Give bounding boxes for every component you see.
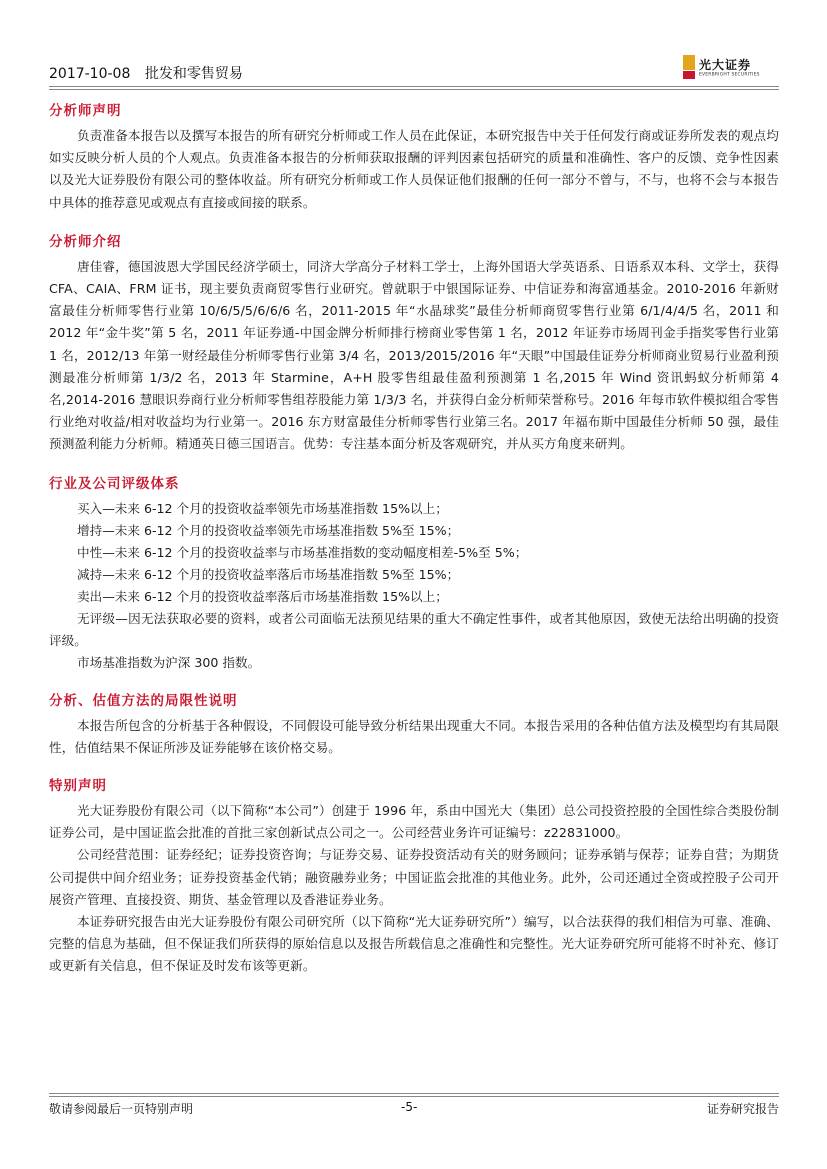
paragraph: 唐佳睿，德国波恩大学国民经济学硕士，同济大学高分子材料工学士，上海外国语大学英语系、日语系双本科、文学士，获得 CFA、CAIA、FRM 证书，现主要负责商贸零售行业研究。曾就职于中银国际证券、中信证券和海富通基金。2010-2016 年新财富最佳分析师零售行业第 10/6/5/5/6/6/6 名，2011-2015 年“水晶球奖”最佳分析师商贸零售行业第 6/1/4/4/5 名，2011 和 2012 年“金牛奖”第 5 名，2011 年证券通-中国金牌分析师排行榜商业零售第 1 名，2012 年证券市场周刊金手指奖零售行业第 1 名，2012/13 年第一财经最佳分析师零售行业第 3/4 名，2013/2015/2016 年“天眼”中国最佳证券分析师商业贸易行业盈利预测最准分析师第 1/3/2 名，2013 年 Starmine，A+H 股零售组最佳盈利预测第 1 名,2015 年 Wind 资讯蚂蚁分析师第 4 名,2014-2016 慧眼识券商行业分析师零售组荐股能力第 1/3/3 名，并获得白金分析师荣誉称号。2016 年每市软件模拟组合零售行业绝对收益/相对收益均为行业第一。2016 东方财富最佳分析师零售行业第三名。2017 年福布斯中国最佳分析师 50 强，最佳预测盈利能力分析师。精通英日德三国语言。优势：专注基本面分析及客观研究，并从买方角度来研判。 [49, 258, 779, 452]
page-content [49, 100, 779, 978]
rating-buy: 买入—未来 6-12 个月的投资收益率领先市场基准指数 15%以上； [77, 500, 448, 516]
report-category: 批发和零售贸易 [144, 66, 243, 82]
paragraph: 本报告所包含的分析基于各种假设，不同假设可能导致分析结果出现重大不同。本报告采用的各种估值方法及模型均有其局限性，估值结果不保证所涉及证券能够在该价格交易。 [49, 717, 779, 755]
rating-underweight: 减持—未来 6-12 个月的投资收益率落后市场基准指数 5%至 15%； [77, 566, 460, 582]
header-text [49, 63, 243, 83]
footer-rule [49, 1093, 779, 1094]
rating-neutral: 中性—未来 6-12 个月的投资收益率与市场基准指数的变动幅度相差-5%至 5%； [77, 544, 528, 560]
paragraph: 光大证券股份有限公司（以下简称“本公司”）创建于 1996 年，系由中国光大（集团）总公司投资控股的全国性综合类股份制证券公司，是中国证监会批准的首批三家创新试点公司之一。公司经营业务许可证编号：z22831000。 [49, 803, 779, 841]
company-logo [683, 55, 779, 83]
paragraph: 公司经营范围：证券经纪；证券投资咨询；与证券交易、证券投资活动有关的财务顾问；证券承销与保荐；证券自营；为期货公司提供中间介绍业务；证券投资基金代销；融资融券业务；中国证监会批准的其他业务。此外，公司还通过全资或控股子公司开展资产管理、直接投资、期货、基金管理以及香港证券业务。 [49, 847, 779, 907]
footer-report-type: 证券研究报告 [706, 1102, 779, 1116]
paragraph: 本证券研究报告由光大证券股份有限公司研究所（以下简称“光大证券研究所”）编写，以合法获得的我们相信为可靠、准确、完整的信息为基础，但不保证我们所获得的原始信息以及报告所载信息之准确性和完整性。光大证券研究所可能将不时补充、修订或更新有关信息，但不保证及时发布该等更新。 [49, 914, 779, 974]
section-title: 特别声明 [49, 778, 107, 795]
section-analyst-disclaimer [49, 100, 779, 214]
section-analyst-intro [49, 231, 779, 456]
footer-rule-second [49, 1096, 779, 1097]
rating-sell: 卖出—未来 6-12 个月的投资收益率落后市场基准指数 15%以上； [77, 588, 448, 604]
section-rating-system [49, 473, 779, 674]
paragraph: 负责准备本报告以及撰写本报告的所有研究分析师或工作人员在此保证，本研究报告中关于任何发行商或证券所发表的观点均如实反映分析人员的个人观点。负责准备本报告的分析师获取报酬的评判因素包括研究的质量和准确性、客户的反馈、竞争性因素以及光大证券股份有限公司的整体收益。所有研究分析师或工作人员保证他们报酬的任何一部分不曾与，不与，也将不会与本报告中具体的推荐意见或观点有直接或间接的联系。 [49, 128, 779, 210]
header-rule [49, 86, 779, 87]
report-date: 2017-10-08 [49, 66, 131, 82]
rating-benchmark: 市场基准指数为沪深 300 指数。 [77, 654, 261, 670]
logo-cn-text: 光大证券 [699, 58, 752, 72]
section-title: 行业及公司评级体系 [49, 475, 180, 492]
logo-mark-icon [683, 55, 695, 79]
header-rule-second [49, 89, 779, 90]
footer-disclaimer-note: 敬请参阅最后一页特别声明 [49, 1102, 194, 1116]
page-header [49, 55, 779, 87]
page-number: -5- [401, 1100, 418, 1114]
section-title: 分析师介绍 [49, 233, 122, 250]
page-footer [49, 1100, 779, 1120]
section-special-statement [49, 775, 779, 978]
section-title: 分析师声明 [49, 103, 122, 119]
rating-overweight: 增持—未来 6-12 个月的投资收益率领先市场基准指数 5%至 15%； [77, 522, 460, 538]
logo-en-text: EVERBRIGHT SECURITIES [699, 72, 760, 78]
section-method-limitations [49, 690, 779, 759]
section-title: 分析、估值方法的局限性说明 [49, 692, 238, 709]
rating-none: 无评级—因无法获取必要的资料，或者公司面临无法预见结果的重大不确定性事件，或者其他原因，致使无法给出明确的投资评级。 [49, 610, 779, 648]
